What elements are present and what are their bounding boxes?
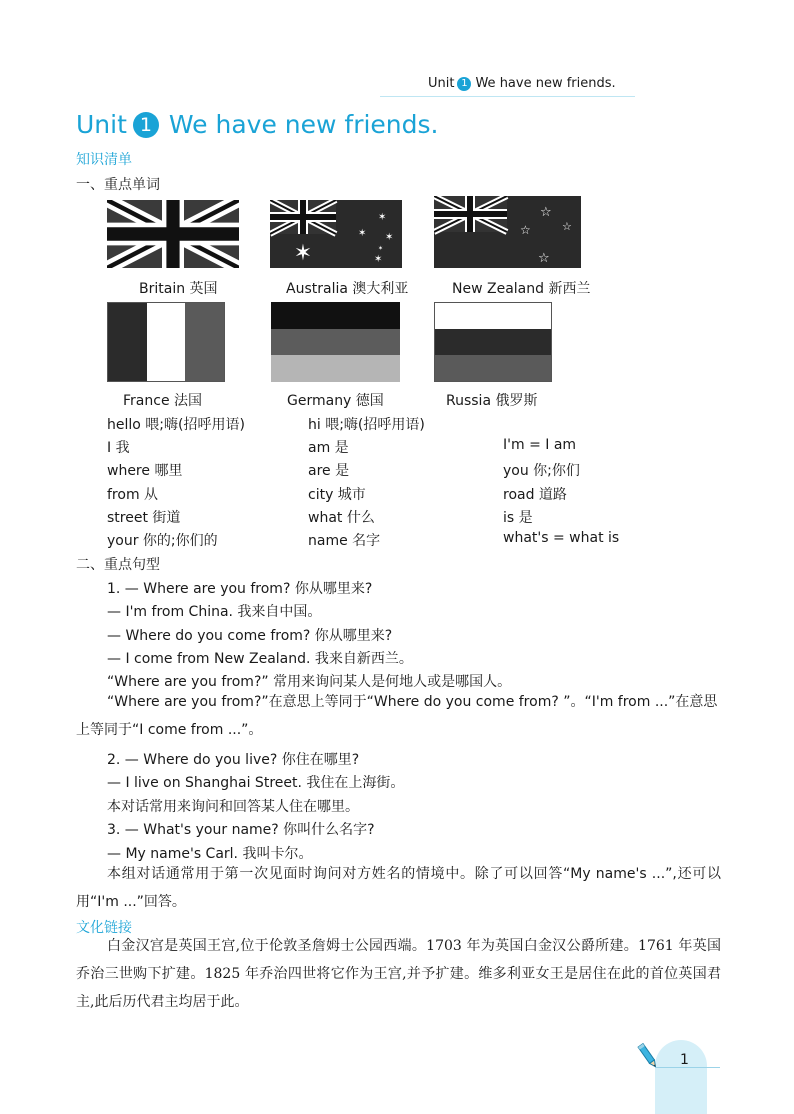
flag-caption-france: France 法国 — [123, 393, 203, 409]
vocab-name: name 名字 — [308, 533, 381, 549]
flag-caption-new-zealand: New Zealand 新西兰 — [452, 281, 591, 297]
title-unit-number: 1 — [133, 112, 159, 138]
svg-text:✶: ✶ — [378, 245, 384, 252]
page-number: 1 — [680, 1052, 689, 1068]
sentence-10: 3. — What's your name? 你叫什么名字? — [107, 822, 375, 838]
sentence-1: 1. — Where are you from? 你从哪里来? — [107, 581, 373, 597]
russia-flag — [434, 302, 552, 382]
vocab-city: city 城市 — [308, 487, 366, 503]
section-words: 一、重点单词 — [76, 177, 160, 193]
britain-flag — [107, 200, 239, 268]
sentence-12: 本组对话通常用于第一次见面时询问对方姓名的情境中。除了可以回答“My name's ...”,还可以用“I'm ...”回答。 — [76, 866, 721, 910]
vocab-am: am 是 — [308, 440, 349, 456]
header-rule — [380, 96, 635, 97]
vocab-hi: hi 喂;嗨(招呼用语) — [308, 417, 425, 433]
flag-caption-russia: Russia 俄罗斯 — [446, 393, 538, 409]
vocab-where: where 哪里 — [107, 463, 183, 479]
sentence-2: — I'm from China. 我来自中国。 — [107, 604, 322, 620]
sentence-9: 本对话常用来询问和回答某人住在哪里。 — [107, 799, 359, 815]
running-header — [428, 76, 616, 91]
flag-caption-britain: Britain 英国 — [139, 281, 218, 297]
svg-text:☆: ☆ — [540, 205, 552, 220]
svg-text:✶: ✶ — [358, 228, 367, 239]
vocab-whats: what's = what is — [503, 530, 620, 546]
sentence-6: “Where are you from?”在意思上等同于“Where do you come from? ”。“I'm from ...”在意思上等同于“I come from ...”。 — [76, 694, 718, 738]
vocab-what: what 什么 — [308, 510, 375, 526]
page-title — [76, 110, 439, 139]
svg-text:☆: ☆ — [562, 220, 572, 233]
sentence-8: — I live on Shanghai Street. 我住在上海街。 — [107, 775, 405, 791]
australia-flag — [270, 200, 402, 268]
sentence-7: 2. — Where do you live? 你住在哪里? — [107, 752, 360, 768]
vocab-street: street 街道 — [107, 510, 181, 526]
france-flag — [107, 302, 225, 382]
svg-text:✶: ✶ — [378, 212, 387, 223]
svg-text:✶: ✶ — [385, 232, 394, 243]
section-knowledge: 知识清单 — [76, 152, 132, 168]
section-sentences: 二、重点句型 — [76, 557, 160, 573]
sentence-11: — My name's Carl. 我叫卡尔。 — [107, 846, 313, 862]
germany-flag — [271, 302, 400, 382]
sentence-4: — I come from New Zealand. 我来自新西兰。 — [107, 651, 413, 667]
svg-text:✶: ✶ — [374, 254, 383, 265]
header-unit-number: 1 — [457, 77, 471, 91]
new-zealand-flag — [434, 196, 581, 268]
sentence-5: “Where are you from?” 常用来询问某人是何地人或是哪国人。 — [107, 674, 512, 690]
flag-caption-australia: Australia 澳大利亚 — [286, 281, 409, 297]
section-culture: 文化链接 — [76, 920, 132, 936]
header-text: We have new friends. — [475, 76, 616, 91]
title-text: We have new friends. — [168, 110, 439, 139]
flag-caption-germany: Germany 德国 — [287, 393, 384, 409]
svg-text:✶: ✶ — [293, 241, 313, 266]
svg-text:☆: ☆ — [538, 251, 550, 266]
vocab-from: from 从 — [107, 487, 159, 503]
vocab-you: you 你;你们 — [503, 463, 580, 479]
vocab-your: your 你的;你们的 — [107, 533, 218, 549]
svg-text:☆: ☆ — [520, 223, 531, 237]
header-prefix: Unit — [428, 76, 455, 91]
sentence-3: — Where do you come from? 你从哪里来? — [107, 628, 393, 644]
vocab-hello: hello 喂;嗨(招呼用语) — [107, 417, 245, 433]
title-prefix: Unit — [76, 110, 127, 139]
vocab-i: I 我 — [107, 440, 130, 456]
vocab-is: is 是 — [503, 510, 533, 526]
vocab-are: are 是 — [308, 463, 350, 479]
vocab-im: I'm = I am — [503, 437, 577, 453]
culture-paragraph: 白金汉宫是英国王宫,位于伦敦圣詹姆士公园西端。1703 年为英国白金汉公爵所建。1761 年英国乔治三世购下扩建。1825 年乔治四世将它作为王宫,并予扩建。维多利亚女王是居住在此的首位英国君主,此后历代君主均居于此。 — [76, 938, 721, 1010]
vocab-road: road 道路 — [503, 487, 567, 503]
